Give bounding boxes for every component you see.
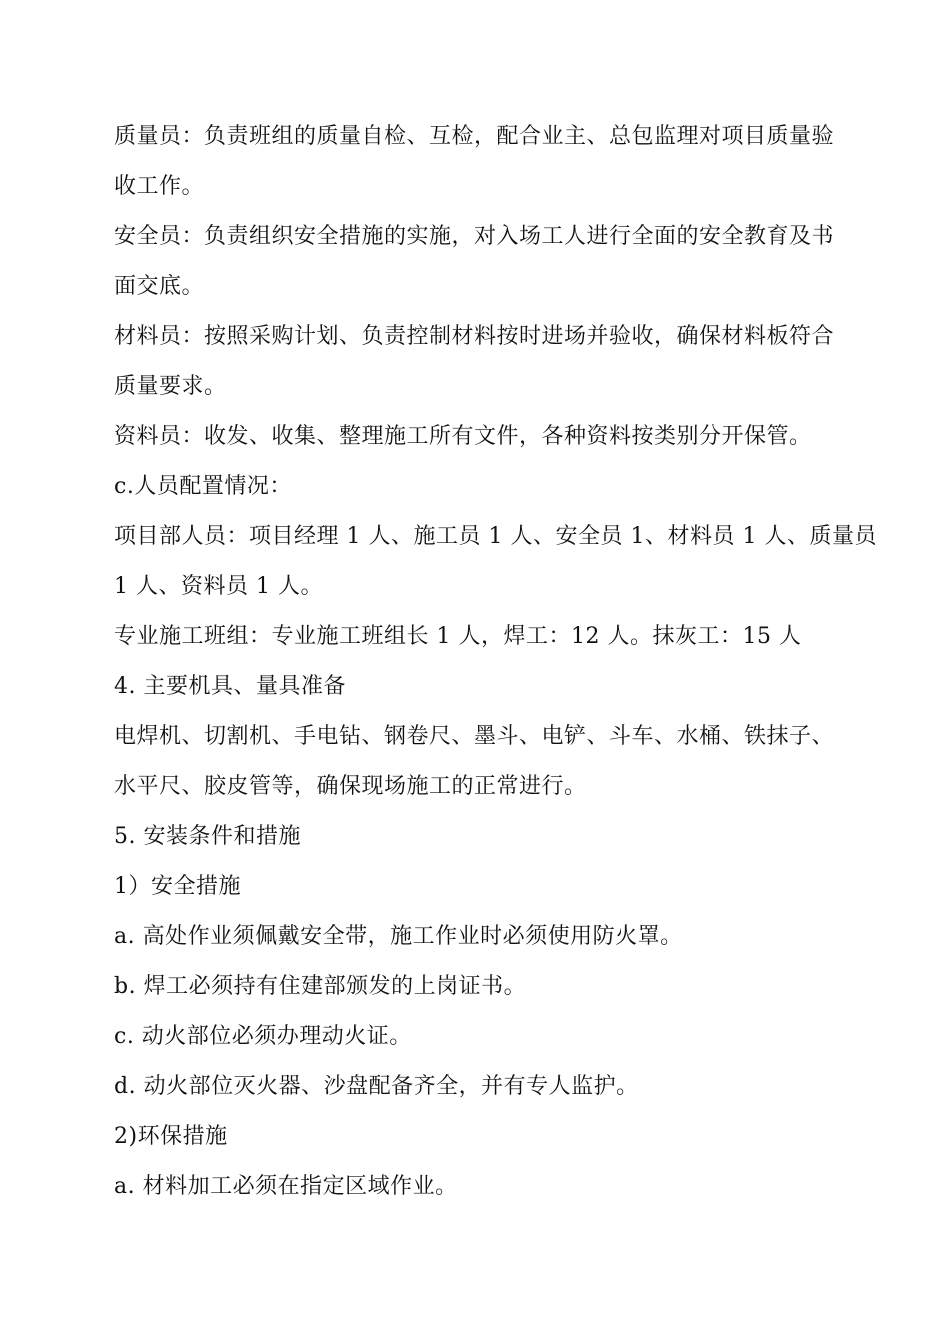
section-heading: 4. 主要机具、量具准备 — [114, 674, 346, 699]
text-line: 面交底。 — [114, 274, 205, 299]
section-heading: 5. 安装条件和措施 — [114, 824, 301, 849]
list-item: a. 高处作业须佩戴安全带，施工作业时必须使用防火罩。 — [114, 924, 683, 949]
subsection-heading: 2)环保措施 — [114, 1124, 228, 1149]
list-item: a. 材料加工必须在指定区域作业。 — [114, 1174, 458, 1199]
text-line: 水平尺、胶皮管等，确保现场施工的正常进行。 — [114, 774, 587, 799]
text-line: 资料员：收发、收集、整理施工所有文件，各种资料按类别分开保管。 — [114, 424, 812, 449]
list-item: c. 动火部位必须办理动火证。 — [114, 1024, 412, 1049]
text-line: 专业施工班组：专业施工班组长 1 人，焊工：12 人。抹灰工：15 人 — [114, 624, 802, 649]
list-item: b. 焊工必须持有住建部颁发的上岗证书。 — [114, 974, 527, 999]
list-item: d. 动火部位灭火器、沙盘配备齐全，并有专人监护。 — [114, 1074, 639, 1099]
document-body — [114, 112, 877, 1212]
subsection-heading: 1）安全措施 — [114, 874, 241, 899]
text-line: 1 人、资料员 1 人。 — [114, 574, 323, 599]
text-line: 收工作。 — [114, 174, 205, 199]
text-line: 质量要求。 — [114, 374, 227, 399]
text-line: 质量员：负责班组的质量自检、互检，配合业主、总包监理对项目质量验 — [114, 124, 835, 149]
text-line: 安全员：负责组织安全措施的实施，对入场工人进行全面的安全教育及书 — [114, 224, 835, 249]
section-heading: c.人员配置情况： — [114, 474, 292, 499]
text-line: 材料员：按照采购计划、负责控制材料按时进场并验收，确保材料板符合 — [114, 324, 835, 349]
text-line: 电焊机、切割机、手电钻、钢卷尺、墨斗、电铲、斗车、水桶、铁抹子、 — [114, 724, 835, 749]
text-line: 项目部人员：项目经理 1 人、施工员 1 人、安全员 1、材料员 1 人、质量员 — [114, 524, 877, 549]
